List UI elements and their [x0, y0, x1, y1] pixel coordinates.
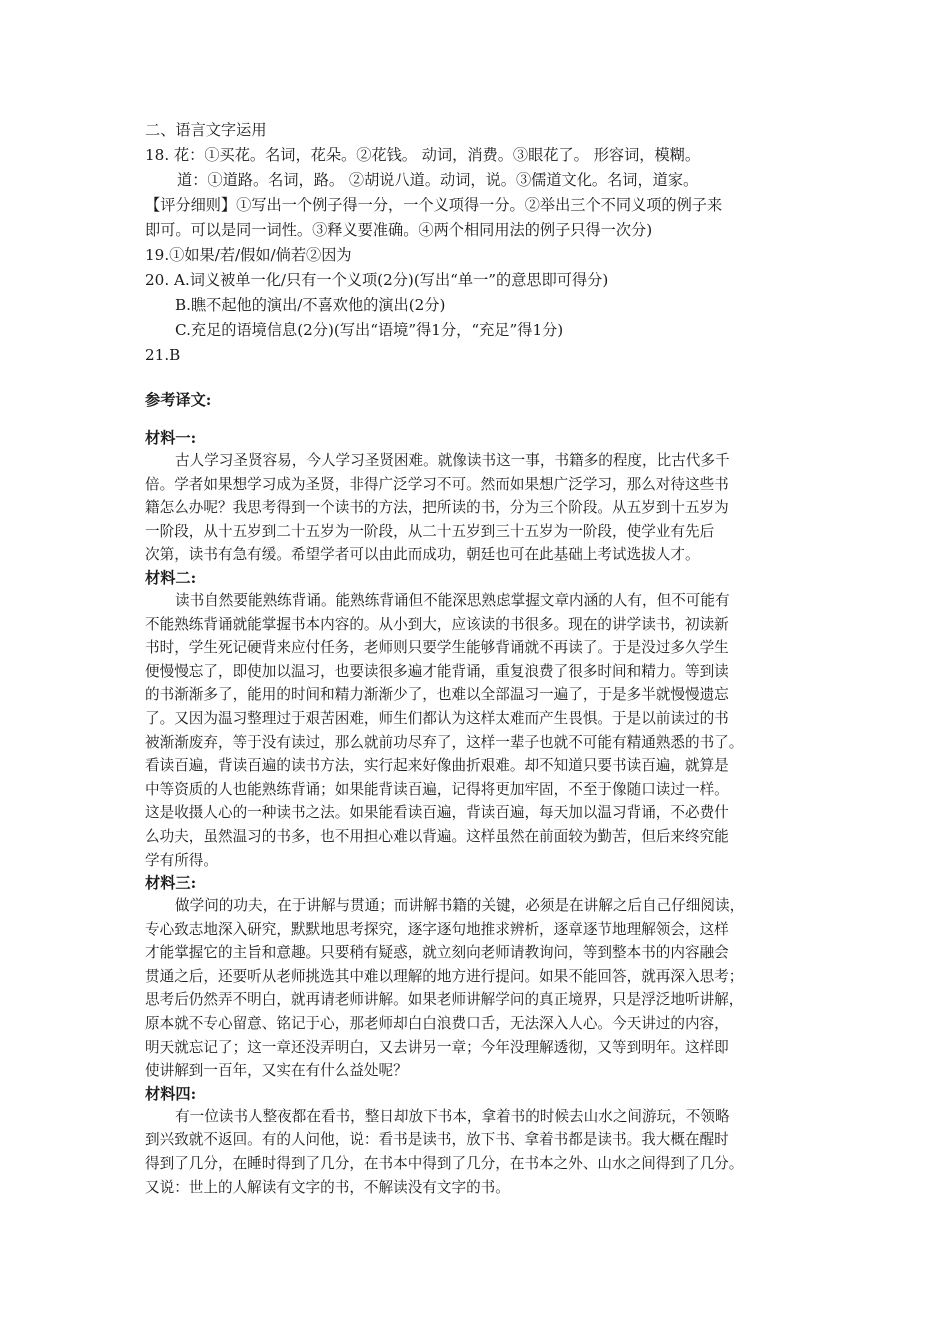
material-1-line: 籍怎么办呢？我思考得到一个读书的方法，把所读的书，分为三个阶段。从五岁到十五岁为 [145, 499, 729, 517]
material-1-line: 一阶段，从十五岁到二十五岁为一阶段，从二十五岁到三十五岁为一阶段，使学业有先后 [145, 522, 715, 540]
q20-b: B.瞧不起他的演出/不喜欢他的演出(2分) [175, 296, 446, 314]
material-2-line: 看读百遍，背读百遍的读书方法，实行起来好像曲折艰难。却不知道只要书读百遍，就算是 [145, 757, 729, 775]
material-2-line: 学有所得。 [145, 851, 218, 869]
q18-line-2: 道：①道路。名词，路。 ②胡说八道。动词，说。③儒道文化。名词，道家。 [177, 171, 699, 189]
material-2-line: 书时，学生死记硬背来应付任务，老师则只要学生能够背诵就不再读了。于是没过多久学生 [145, 639, 729, 657]
material-3-line: 原本就不专心留意、铭记于心，那老师却白白浪费口舌，无法深入人心。今天讲过的内容， [145, 1015, 729, 1033]
material-2-line: 么功夫，虽然温习的书多，也不用担心难以背遍。这样虽然在前面较为勤苦，但后来终究能 [145, 827, 729, 845]
translation-heading: 参考译文: [145, 391, 212, 409]
material-2-line: 了。又因为温习整理过于艰苦困难，师生们都认为这样太难而产生畏惧。于是以前读过的书 [145, 709, 729, 727]
material-4-text [145, 1105, 805, 1199]
material-3-title: 材料三: [145, 874, 197, 893]
material-4-line: 到兴致就不返回。有的人问他，说：看书是读书，放下书、拿着书都是读书。我大概在醒时 [145, 1131, 729, 1149]
section-heading: 二、语言文字运用 [145, 121, 267, 139]
q18-line-1: 18. 花：①买花。名词，花朵。②花钱。 动词，消费。③眼花了。 形容词，模糊。 [145, 146, 701, 164]
material-3-line: 思考后仍然弄不明白，就再请老师讲解。如果老师讲解学问的真正境界，只是浮泛地听讲解， [145, 991, 744, 1009]
q18-rubric-2: 即可。可以是同一词性。③释义要准确。④两个相同用法的例子只得一次分) [145, 221, 653, 239]
material-1-title: 材料一: [145, 429, 197, 447]
material-1-line: 古人学习圣贤容易，今人学习圣贤困难。就像读书这一事，书籍多的程度，比古代多千 [175, 452, 730, 469]
material-3-line: 使讲解到一百年，又实在有什么益处呢？ [145, 1062, 408, 1080]
material-3-line: 才能掌握它的主旨和意趣。只要稍有疑惑，就立刻向老师请教询问，等到整本书的内容融会 [145, 944, 729, 962]
material-4-title: 材料四: [145, 1084, 197, 1103]
material-3-line: 专心致志地深入研究，默默地思考探究，逐字逐句地推求辨析，逐章逐节地理解领会，这样 [145, 920, 729, 938]
material-2-line: 不能熟练背诵就能掌握书本内容的。从小到大，应该读的书很多。现在的讲学读书，初读新 [145, 615, 729, 633]
material-4-line: 又说：世上的人解读有文字的书，不解读没有文字的书。 [145, 1178, 510, 1196]
q20-a: 20. A.词义被单一化/只有一个义项(2分)(写出“单一”的意思即可得分) [145, 271, 609, 289]
material-4-line: 得到了几分，在睡时得到了几分，在书本中得到了几分，在书本之外、山水之间得到了几分。 [145, 1155, 744, 1173]
q18-rubric-1: 【评分细则】①写出一个例子得一分，一个义项得一分。②举出三个不同义项的例子来 [145, 196, 723, 214]
material-2-line: 这是收摄人心的一种读书之法。如果能看读百遍，背读百遍，每天加以温习背诵，不必费什 [145, 804, 729, 822]
material-1-line: 倍。学者如果想学习成为圣贤，非得广泛学习不可。然而如果想广泛学习，那么对待这些书 [145, 475, 729, 493]
material-4-line: 有一位读书人整夜都在看书，整日却放下书本，拿着书的时候去山水之间游玩，不领略 [175, 1107, 730, 1125]
q19-line: 19.①如果/若/假如/倘若②因为 [145, 246, 352, 264]
material-2-line: 读书自然要能熟练背诵。能熟练背诵但不能深思熟虑掌握文章内涵的人有，但不可能有 [175, 591, 730, 609]
material-3-line: 贯通之后，还要听从老师挑选其中难以理解的地方进行提问。如果不能回答，就再深入思考； [145, 967, 744, 985]
material-2-line: 被渐渐废弃，等于没有读过，那么就前功尽弃了，这样一辈子也就不可能有精通熟悉的书了。 [145, 733, 744, 751]
material-2-line: 便慢慢忘了，即使加以温习，也要读很多遍才能背诵，重复浪费了很多时间和精力。等到读 [145, 662, 729, 680]
material-1-line: 次第，读书有急有缓。希望学者可以由此而成功，朝廷也可在此基础上考试选拔人才。 [145, 546, 700, 564]
material-3-text [145, 894, 805, 1083]
material-2-title: 材料二: [145, 568, 197, 587]
material-2-line: 的书渐渐多了，能用的时间和精力渐渐少了，也难以全部温习一遍了，于是多半就慢慢遗忘 [145, 686, 729, 704]
material-3-line: 明天就忘记了；这一章还没弄明白，又去讲另一章；今年没理解透彻，又等到明年。这样即 [145, 1038, 729, 1056]
material-2-line: 中等资质的人也能熟练背诵；如果能背读百遍，记得将更加牢固，不至于像随口读过一样。 [145, 780, 729, 798]
material-2-text [145, 589, 805, 872]
q21-line: 21.B [145, 346, 181, 364]
q20-c: C.充足的语境信息(2分)(写出“语境”得1分，“充足”得1分) [175, 321, 564, 339]
material-3-line: 做学问的功夫，在于讲解与贯通；而讲解书籍的关键，必须是在讲解之后自己仔细阅读， [175, 897, 745, 915]
material-1-text [145, 449, 805, 567]
answer-section [145, 118, 825, 1199]
